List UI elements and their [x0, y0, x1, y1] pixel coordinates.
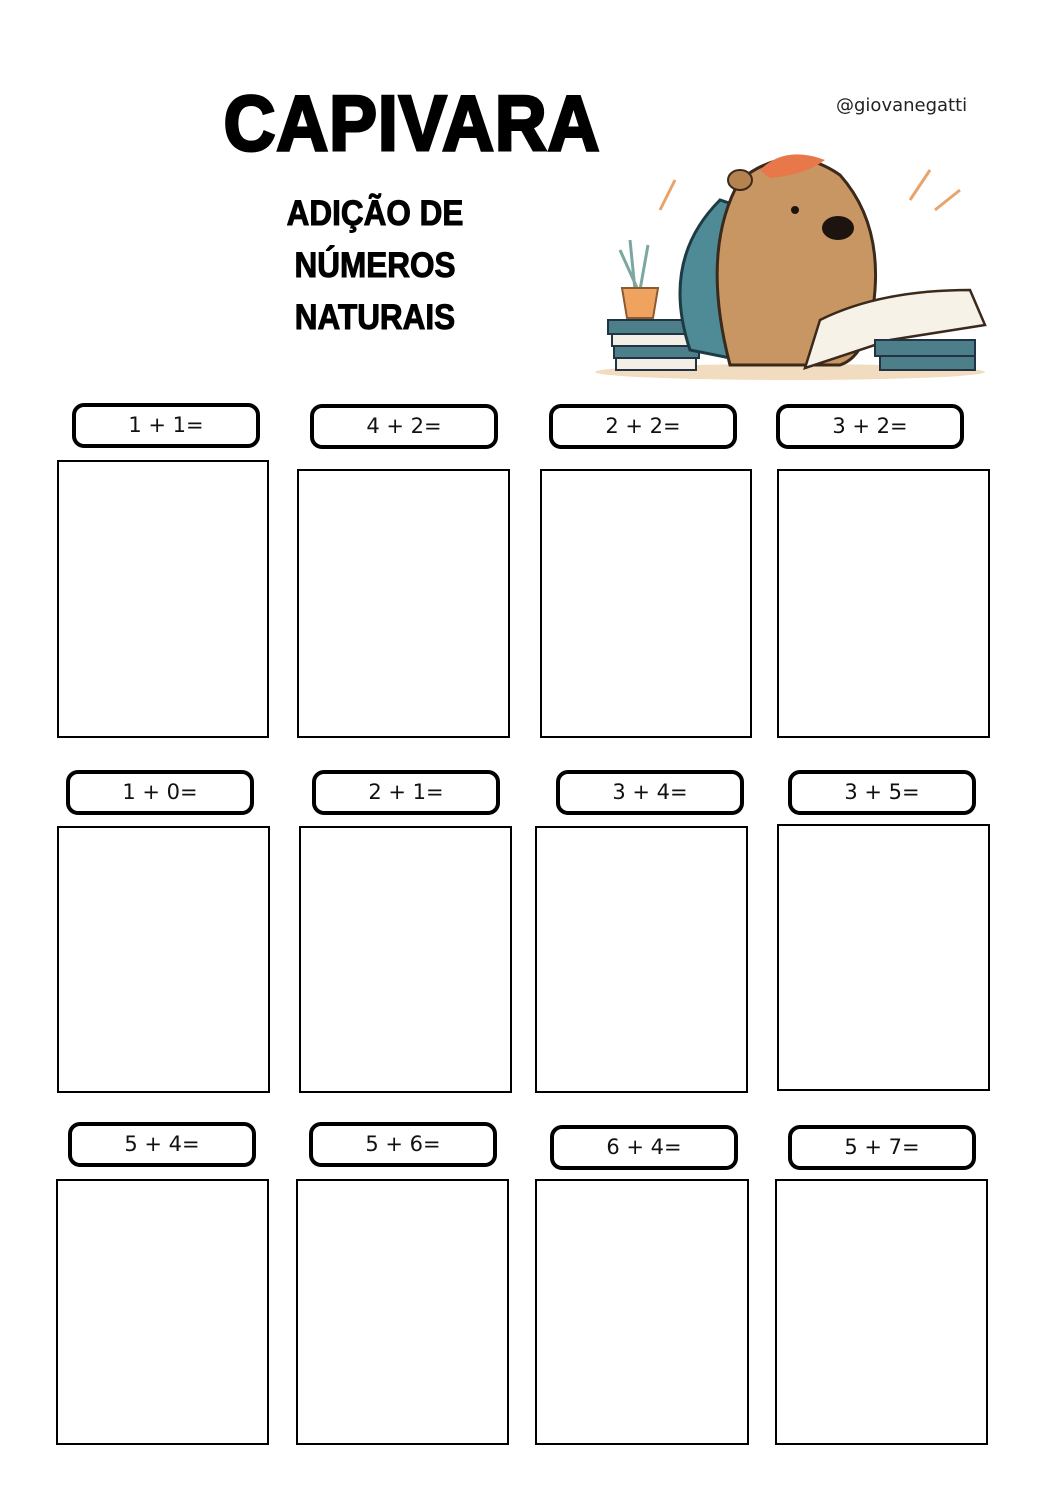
exercise-label-12: 5 + 7= — [788, 1125, 976, 1170]
worksheet-subtitle — [218, 188, 533, 344]
exercise-label-6: 2 + 1= — [312, 770, 500, 815]
answer-box-9[interactable] — [56, 1179, 269, 1445]
exercise-label-8: 3 + 5= — [788, 770, 976, 815]
answer-box-5[interactable] — [57, 826, 270, 1093]
answer-box-2[interactable] — [297, 469, 510, 738]
worksheet-title: CAPIVARA — [223, 79, 601, 167]
exercise-label-10: 5 + 6= — [309, 1122, 497, 1167]
subtitle-line-2: NATURAIS — [294, 298, 456, 337]
exercise-label-5: 1 + 0= — [66, 770, 254, 815]
exercise-label-7: 3 + 4= — [556, 770, 744, 815]
exercise-label-2: 4 + 2= — [310, 404, 498, 449]
answer-box-1[interactable] — [57, 460, 269, 738]
exercise-label-9: 5 + 4= — [68, 1122, 256, 1167]
answer-box-8[interactable] — [777, 824, 990, 1091]
answer-box-4[interactable] — [777, 469, 990, 738]
capybara-reading-illustration — [590, 140, 990, 385]
exercise-label-4: 3 + 2= — [776, 404, 964, 449]
exercise-label-1: 1 + 1= — [72, 403, 260, 448]
author-handle: @giovanegatti — [836, 95, 968, 116]
answer-box-10[interactable] — [296, 1179, 509, 1445]
answer-box-12[interactable] — [775, 1179, 988, 1445]
answer-box-6[interactable] — [299, 826, 512, 1093]
subtitle-line-1: ADIÇÃO DE NÚMEROS — [286, 194, 464, 285]
answer-box-7[interactable] — [535, 826, 748, 1093]
exercise-label-11: 6 + 4= — [550, 1125, 738, 1170]
exercise-label-3: 2 + 2= — [549, 404, 737, 449]
answer-box-11[interactable] — [535, 1179, 749, 1445]
answer-box-3[interactable] — [540, 469, 752, 738]
